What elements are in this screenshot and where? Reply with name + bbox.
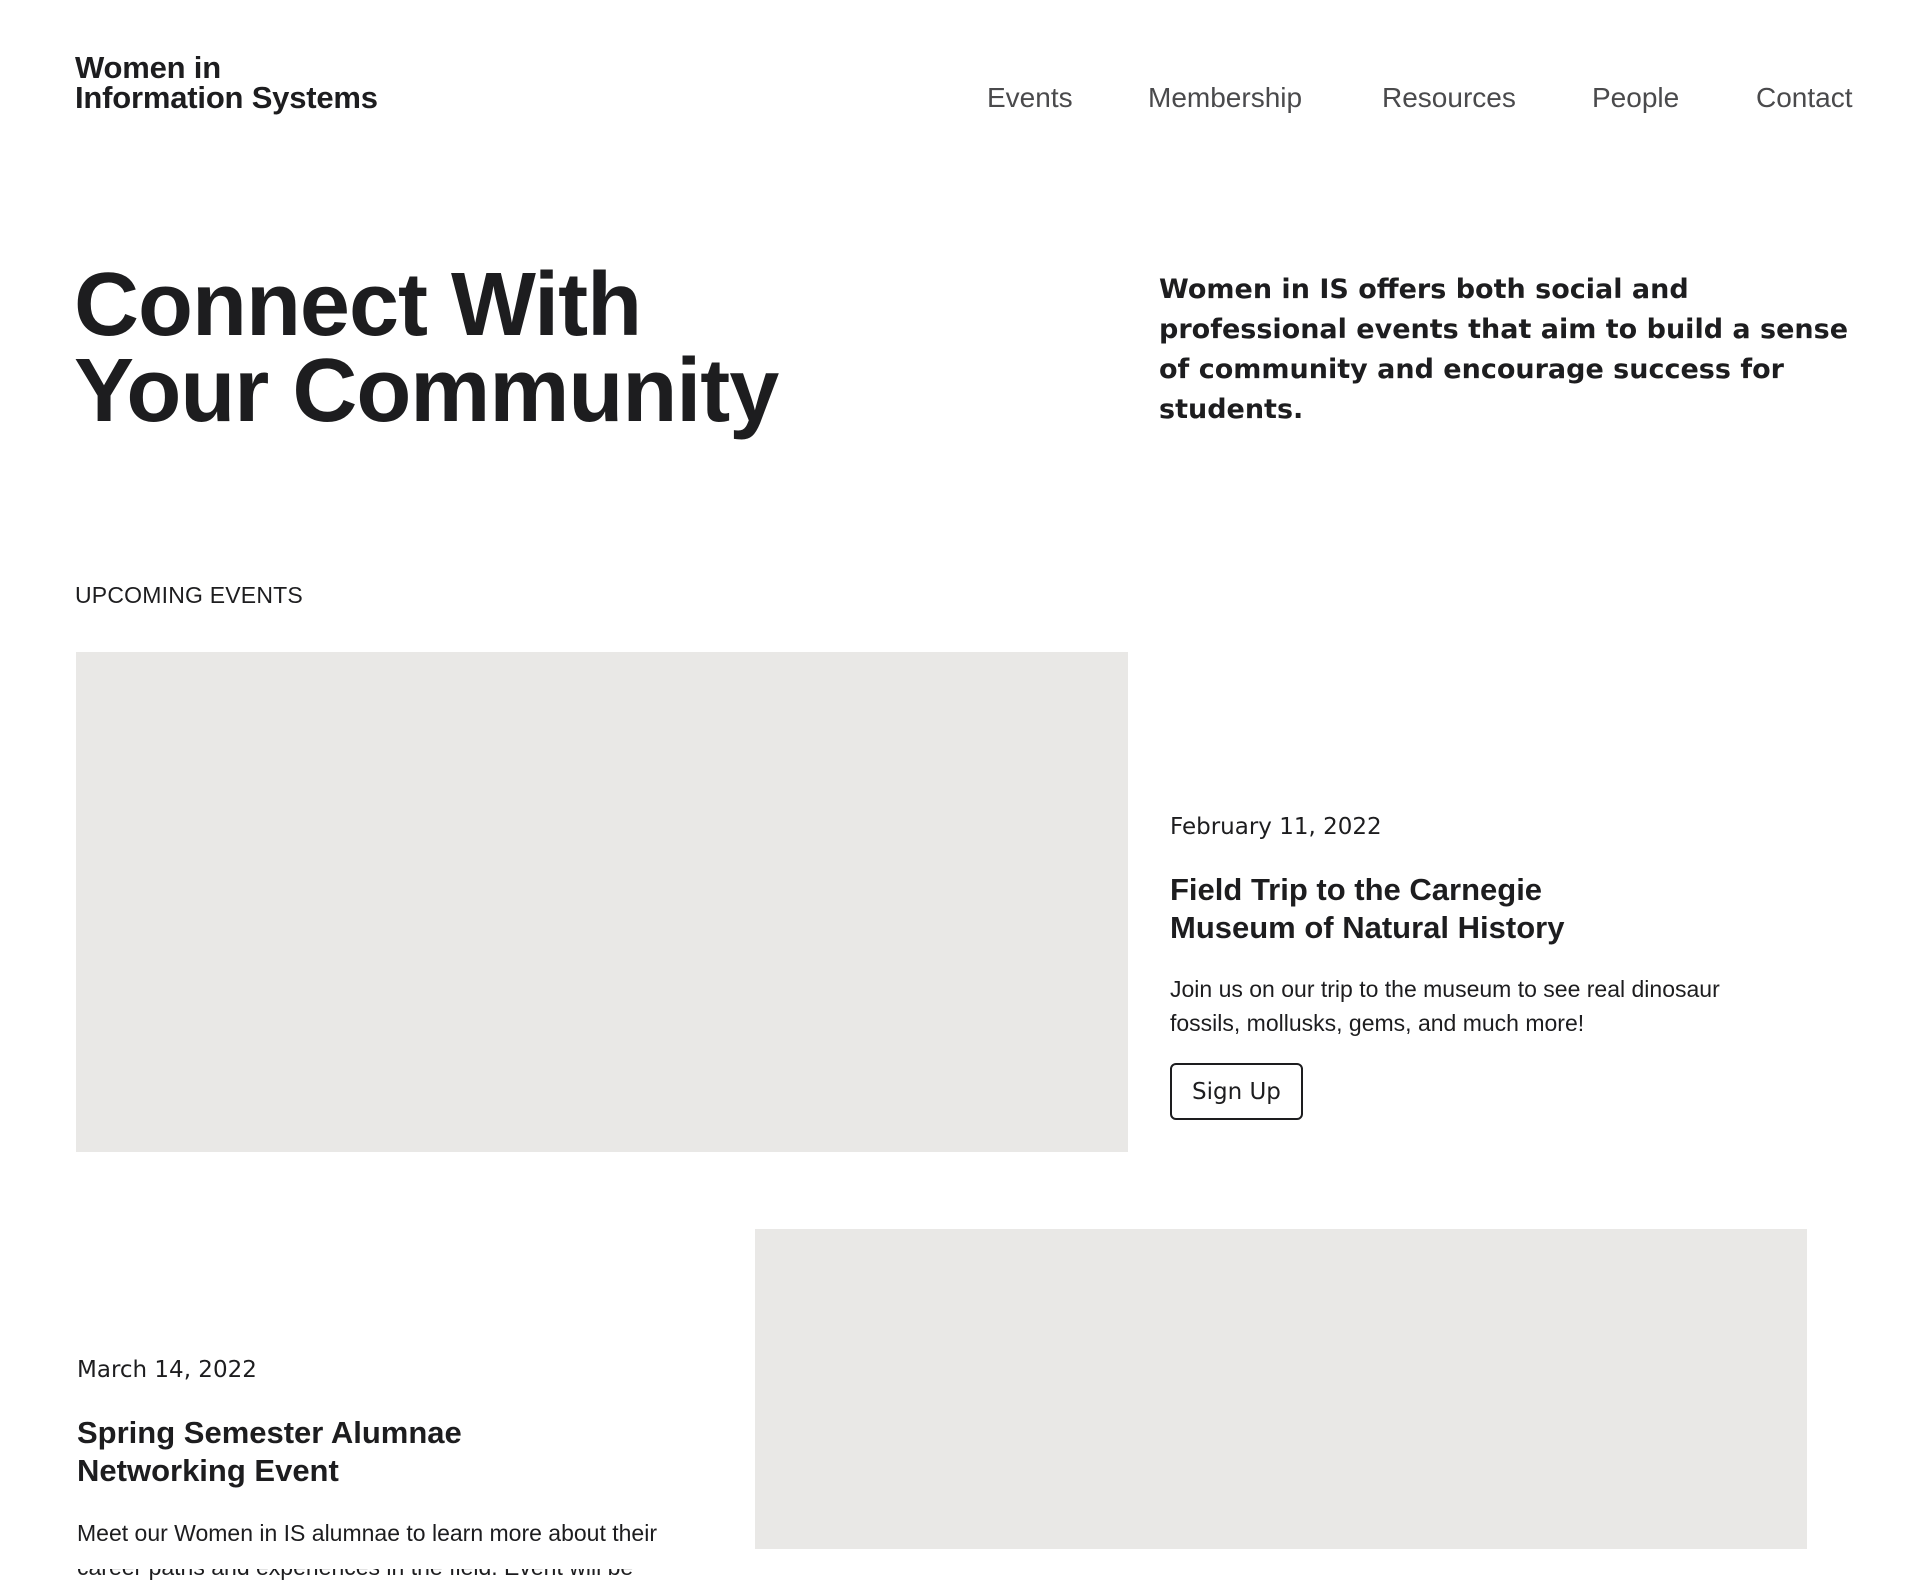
event-title: Spring Semester Alumnae Networking Event [77,1415,462,1488]
sign-up-button[interactable]: Sign Up [1170,1063,1303,1120]
nav-item-events[interactable]: Events [987,82,1073,113]
event-date: March 14, 2022 [77,1357,257,1383]
event-title: Field Trip to the Carnegie Museum of Natural History [1170,872,1565,945]
nav-item-resources[interactable]: Resources [1382,82,1516,113]
page-bottom-edge [0,1549,1910,1569]
nav-item-people[interactable]: People [1592,82,1680,113]
hero-title-line-2: Your Community [74,341,779,441]
nav-item-contact[interactable]: Contact [1756,82,1853,113]
event-date: February 11, 2022 [1170,814,1382,840]
hero-title [74,255,779,441]
event-description: Meet our Women in IS alumnae to learn more about their [77,1520,657,1546]
main-nav [0,82,1910,122]
hero-title-line-1: Connect With [74,255,642,355]
nav-item-membership[interactable]: Membership [1148,82,1303,113]
event-description: Join us on our trip to the museum to see real dinosaur fossils, mollusks, gems, and much more! [1170,976,1720,1036]
event-image-placeholder [76,652,1128,1152]
event-image-placeholder [755,1229,1807,1549]
logo-line-1: Women in [75,50,221,85]
section-label: UPCOMING EVENTS [75,582,303,608]
logo-line-2: Information Systems [75,80,378,115]
hero-description: Women in IS offers both social and professional events that aim to build a sense of community and encourage success for students. [1159,274,1849,425]
